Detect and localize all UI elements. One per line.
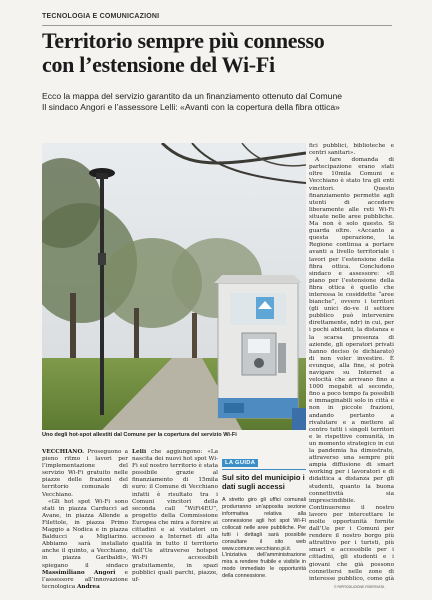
article-column-1 [42, 449, 128, 589]
hotspot-photo [42, 143, 306, 430]
guide-divider [222, 469, 306, 470]
hotspot-kiosk [214, 275, 302, 418]
paragraph-2 [42, 499, 128, 589]
guide-title: Sul sito del municipio i dati sugli accessi [222, 473, 305, 491]
section-header [42, 12, 392, 26]
paragraph-1-text: Proseguono a pieno ritmo i lavori per l’implementazione del servizio Wi-Fi gratuito nelle piazze delle frazioni del territorio comunale di Vecchiano. [42, 449, 128, 498]
hotspot-photo-illustration [42, 143, 306, 430]
guide-tag: LA GUIDA [222, 459, 258, 467]
subheadline-line-1: Ecco la mappa del servizio garantito da un finanziamento ottenuto dal Comune [42, 91, 343, 101]
paragraph-2-text-c: e l’assessore all’innovazione tecnologica [42, 569, 128, 589]
guide-body: A stretto giro gli uffici comunali produrranno un’apposita sezione informativa relativa alla connessione agli hot spot Wi-Fi collocati nelle aree pubbliche. Per tutti i dettagli sarà possibile consultare il sito web www.comune.vecchiano.pi.it. L’iniziativa dell’amministrazione mira a rendere fruibile e visibile in modo immediato le opportunità della connessione. [222, 497, 306, 580]
subheadline [42, 91, 394, 113]
paragraph-3 [132, 449, 218, 584]
paragraph-3-text: che aggiungono: «La nascita dei nuovi hot spot Wi-Fi sul nostro territorio è stata possibile grazie al finanziamento di 15mila euro: il Comune di Vecchiano infatti è risultato tra i Comuni vincitori della seconda call “WiFi4EU”, progetto della Commissione Europea che mira a fornire ai cittadini e ai visitatori un accesso a Internet di alta qualità in tutto il territorio dell’Ue attraverso hotspot Wi-Fi accessibili gratuitamente, in spazi pubblici quali parchi, piazze, uf- [132, 449, 218, 583]
headline-line-2: con l’estensione del Wi-Fi [42, 52, 275, 77]
paragraph-2-text-a: «Gli hot spot Wi-Fi sono stati in piazza Carducci ad Avane, in piazza Allende a Filettole, in piazza Primo Maggio a Nodica e in piazza Balducci a Migliarino. Abbiamo sarà installato anche il quinto, a Vecchiano, in piazza Garibaldi», spiegano il sindaco [42, 498, 128, 569]
guide-box [222, 449, 306, 589]
headline-line-1: Territorio sempre più connesso [42, 28, 325, 53]
copyright-notice: © RIPRODUZIONE RISERVATA [334, 585, 385, 589]
assessor-last-name: Lelli [132, 449, 147, 455]
headline [42, 29, 394, 77]
photo-caption: Uno degli hot-spot allestiti dal Comune per la copertura del servizio Wi-Fi [42, 432, 237, 438]
article-column-2 [132, 449, 218, 589]
subheadline-line-2: Il sindaco Angori e l’assessore Lelli: «Avanti con la copertura della fibra ottica» [42, 102, 340, 112]
section-label: TECNOLOGIA E COMUNICAZIONI [42, 13, 160, 20]
paragraph-5: A fare domanda di partecipazione erano stati oltre 10mila Comuni e Vecchiano è stato tra gli enti vincitori. Questo finanziamento permette agli utenti di accedere liberamente alle reti Wi-Fi situate nelle aree pubbliche. Ma non è solo questo. Si guarda oltre. «Accanto a questa operazione, la Regione continua a portare avanti a livello territoriale i lavori per l’estensione della fibra ottica. Concludono sindaco e assessore: «Il piano per l’estensione della fibra ottica è quello che interessa le cosiddette “aree bianche”, ovvero i territori (gli unici do-ve il settore pubblico può intervenire direttamente, ndr) in cui, per i pochi abitanti, la distanza e la scarsa presenza di aziende, gli operatori privati hanno deciso (e dichiarato) di non voler investire. È evunque, alla fine, si potrà navigare su Internet a velocità che arrivano fino a 1000 megabit al secondo, fino a poco tempo fa possibili e immaginabili solo in città e non in piccole frazioni, andando pertanto a rivalutare e a mettere al centro tutti i singoli territori e le rispettive comunità, in un momento strategico in cui la pandemia ha dimostrato, attraverso una sempre più ampia diffusione di smart working per i lavoratori e di didattica a distanza per gli studenti, quanto la buona connettività sia imprescindibile. Continueremo il nostro lavoro per intercettare le molte opportunità fornite dall’Ue per i Comuni per rendere il nostro borgo più attrattivo per i turisti, più smart e accessibile per i cittadini, gli studenti e i giovani che già possono connettersi nelle zone di interesse pubblico, come già [309, 157, 394, 582]
paragraph-4: fici pubblici, biblioteche e centri sanitari». [309, 143, 394, 157]
assessor-first-name: Andrea [77, 583, 100, 589]
dateline: VECCHIANO. [42, 449, 85, 455]
paragraph-1 [42, 449, 128, 499]
article-column-4 [309, 143, 394, 583]
mayor-name: Massimiliano Angori [42, 569, 116, 576]
